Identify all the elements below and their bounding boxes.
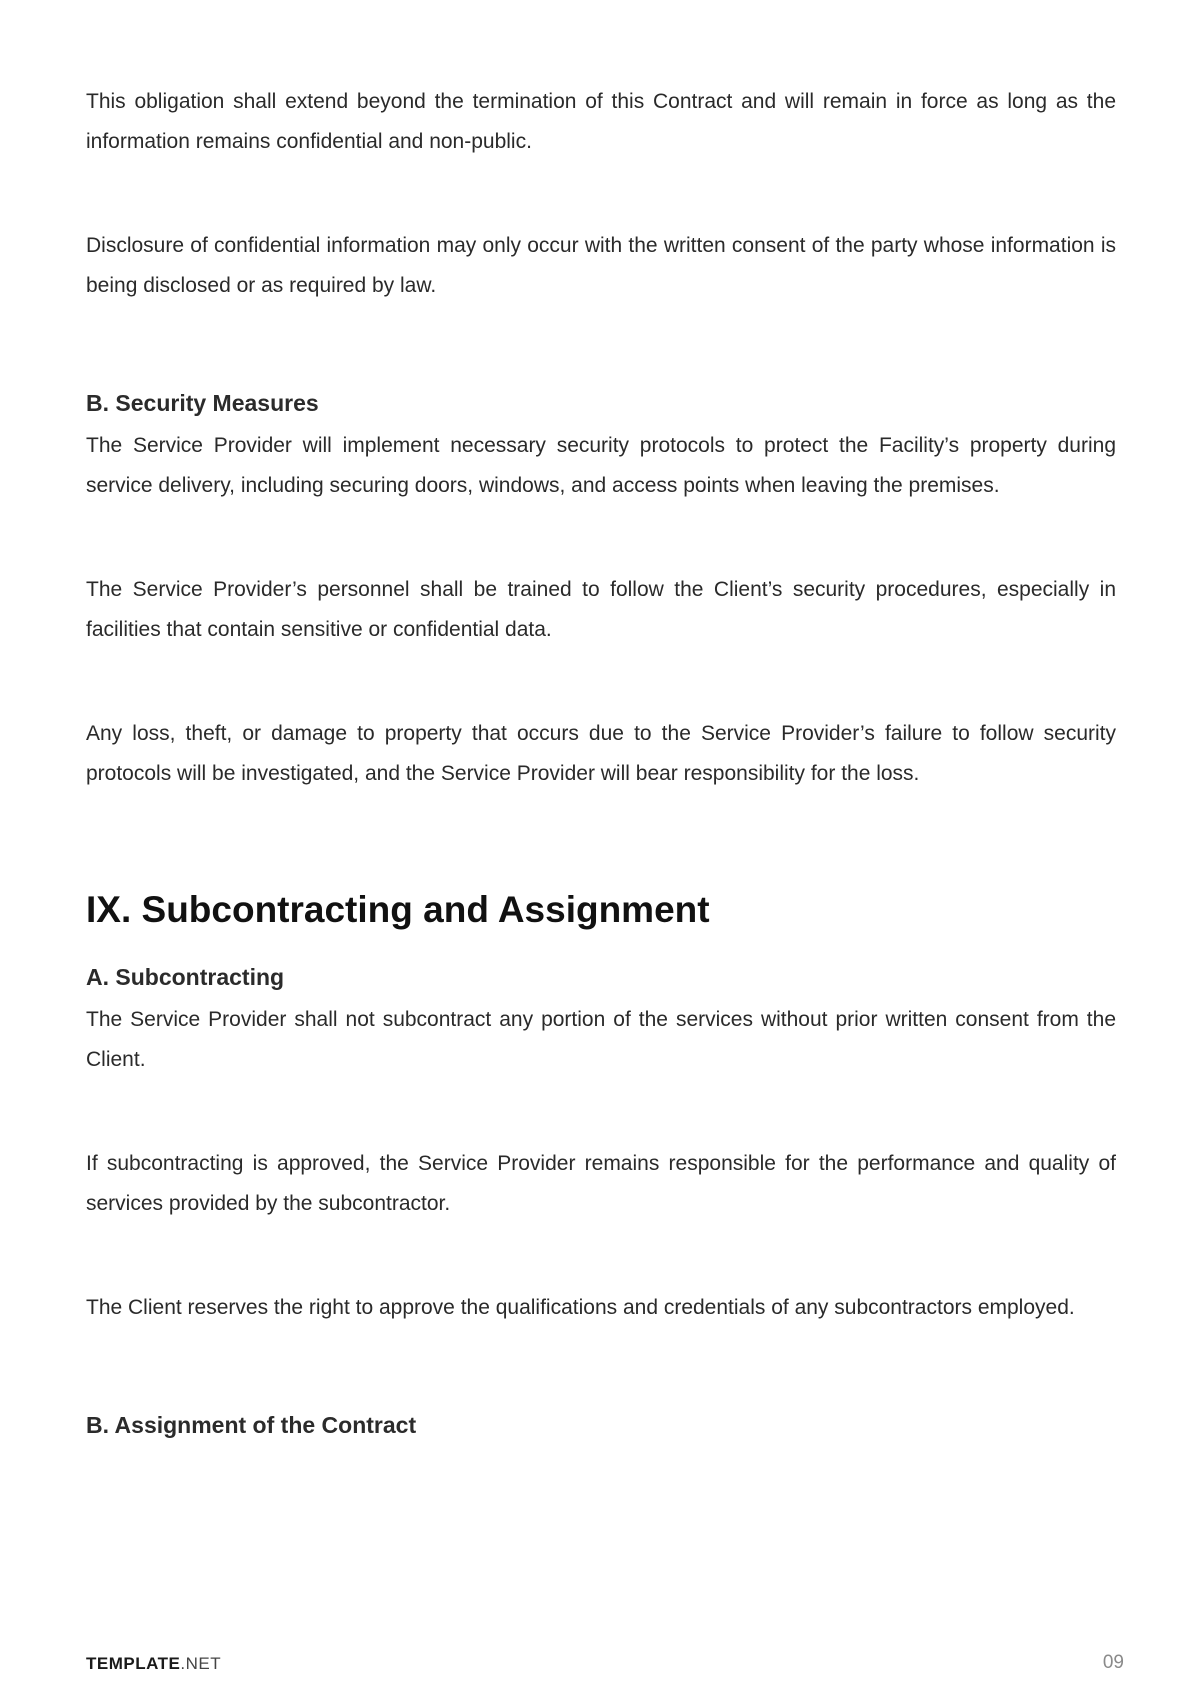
subheading-security-measures: B. Security Measures: [86, 390, 319, 416]
page-number: 09: [1102, 1652, 1124, 1673]
paragraph-subcontracting-1: The Service Provider shall not subcontract any portion of the services without prior written consent from the Client.: [86, 1008, 1116, 1071]
brand-suffix: .NET: [180, 1654, 222, 1673]
subheading-assignment: B. Assignment of the Contract: [86, 1412, 417, 1438]
paragraph-security-1: The Service Provider will implement necessary security protocols to protect the Facility’s property during service delivery, including securing doors, windows, and access points when leaving the premises.: [86, 434, 1116, 497]
paragraph-subcontracting-3: The Client reserves the right to approve the qualifications and credentials of any subcontractors employed.: [86, 1296, 1075, 1319]
section-heading-ix: IX. Subcontracting and Assignment: [86, 889, 710, 930]
paragraph-subcontracting-2: If subcontracting is approved, the Service Provider remains responsible for the performance and quality of services provided by the subcontractor.: [86, 1152, 1116, 1215]
paragraph-disclosure: Disclosure of confidential information may only occur with the written consent of the party whose information is being disclosed or as required by law.: [86, 234, 1116, 297]
page-content: [86, 82, 1116, 1448]
brand-name: TEMPLATE: [86, 1654, 181, 1673]
paragraph-security-3: Any loss, theft, or damage to property that occurs due to the Service Provider’s failure to follow security protocols will be investigated, and the Service Provider will bear responsibility for the loss.: [86, 722, 1116, 785]
paragraph-obligation: This obligation shall extend beyond the termination of this Contract and will remain in force as long as the information remains confidential and non-public.: [86, 90, 1116, 153]
footer-brand-logo: [86, 1654, 221, 1674]
subheading-subcontracting: A. Subcontracting: [86, 964, 285, 990]
paragraph-security-2: The Service Provider’s personnel shall be trained to follow the Client’s security procedures, especially in facilities that contain sensitive or confidential data.: [86, 578, 1116, 641]
